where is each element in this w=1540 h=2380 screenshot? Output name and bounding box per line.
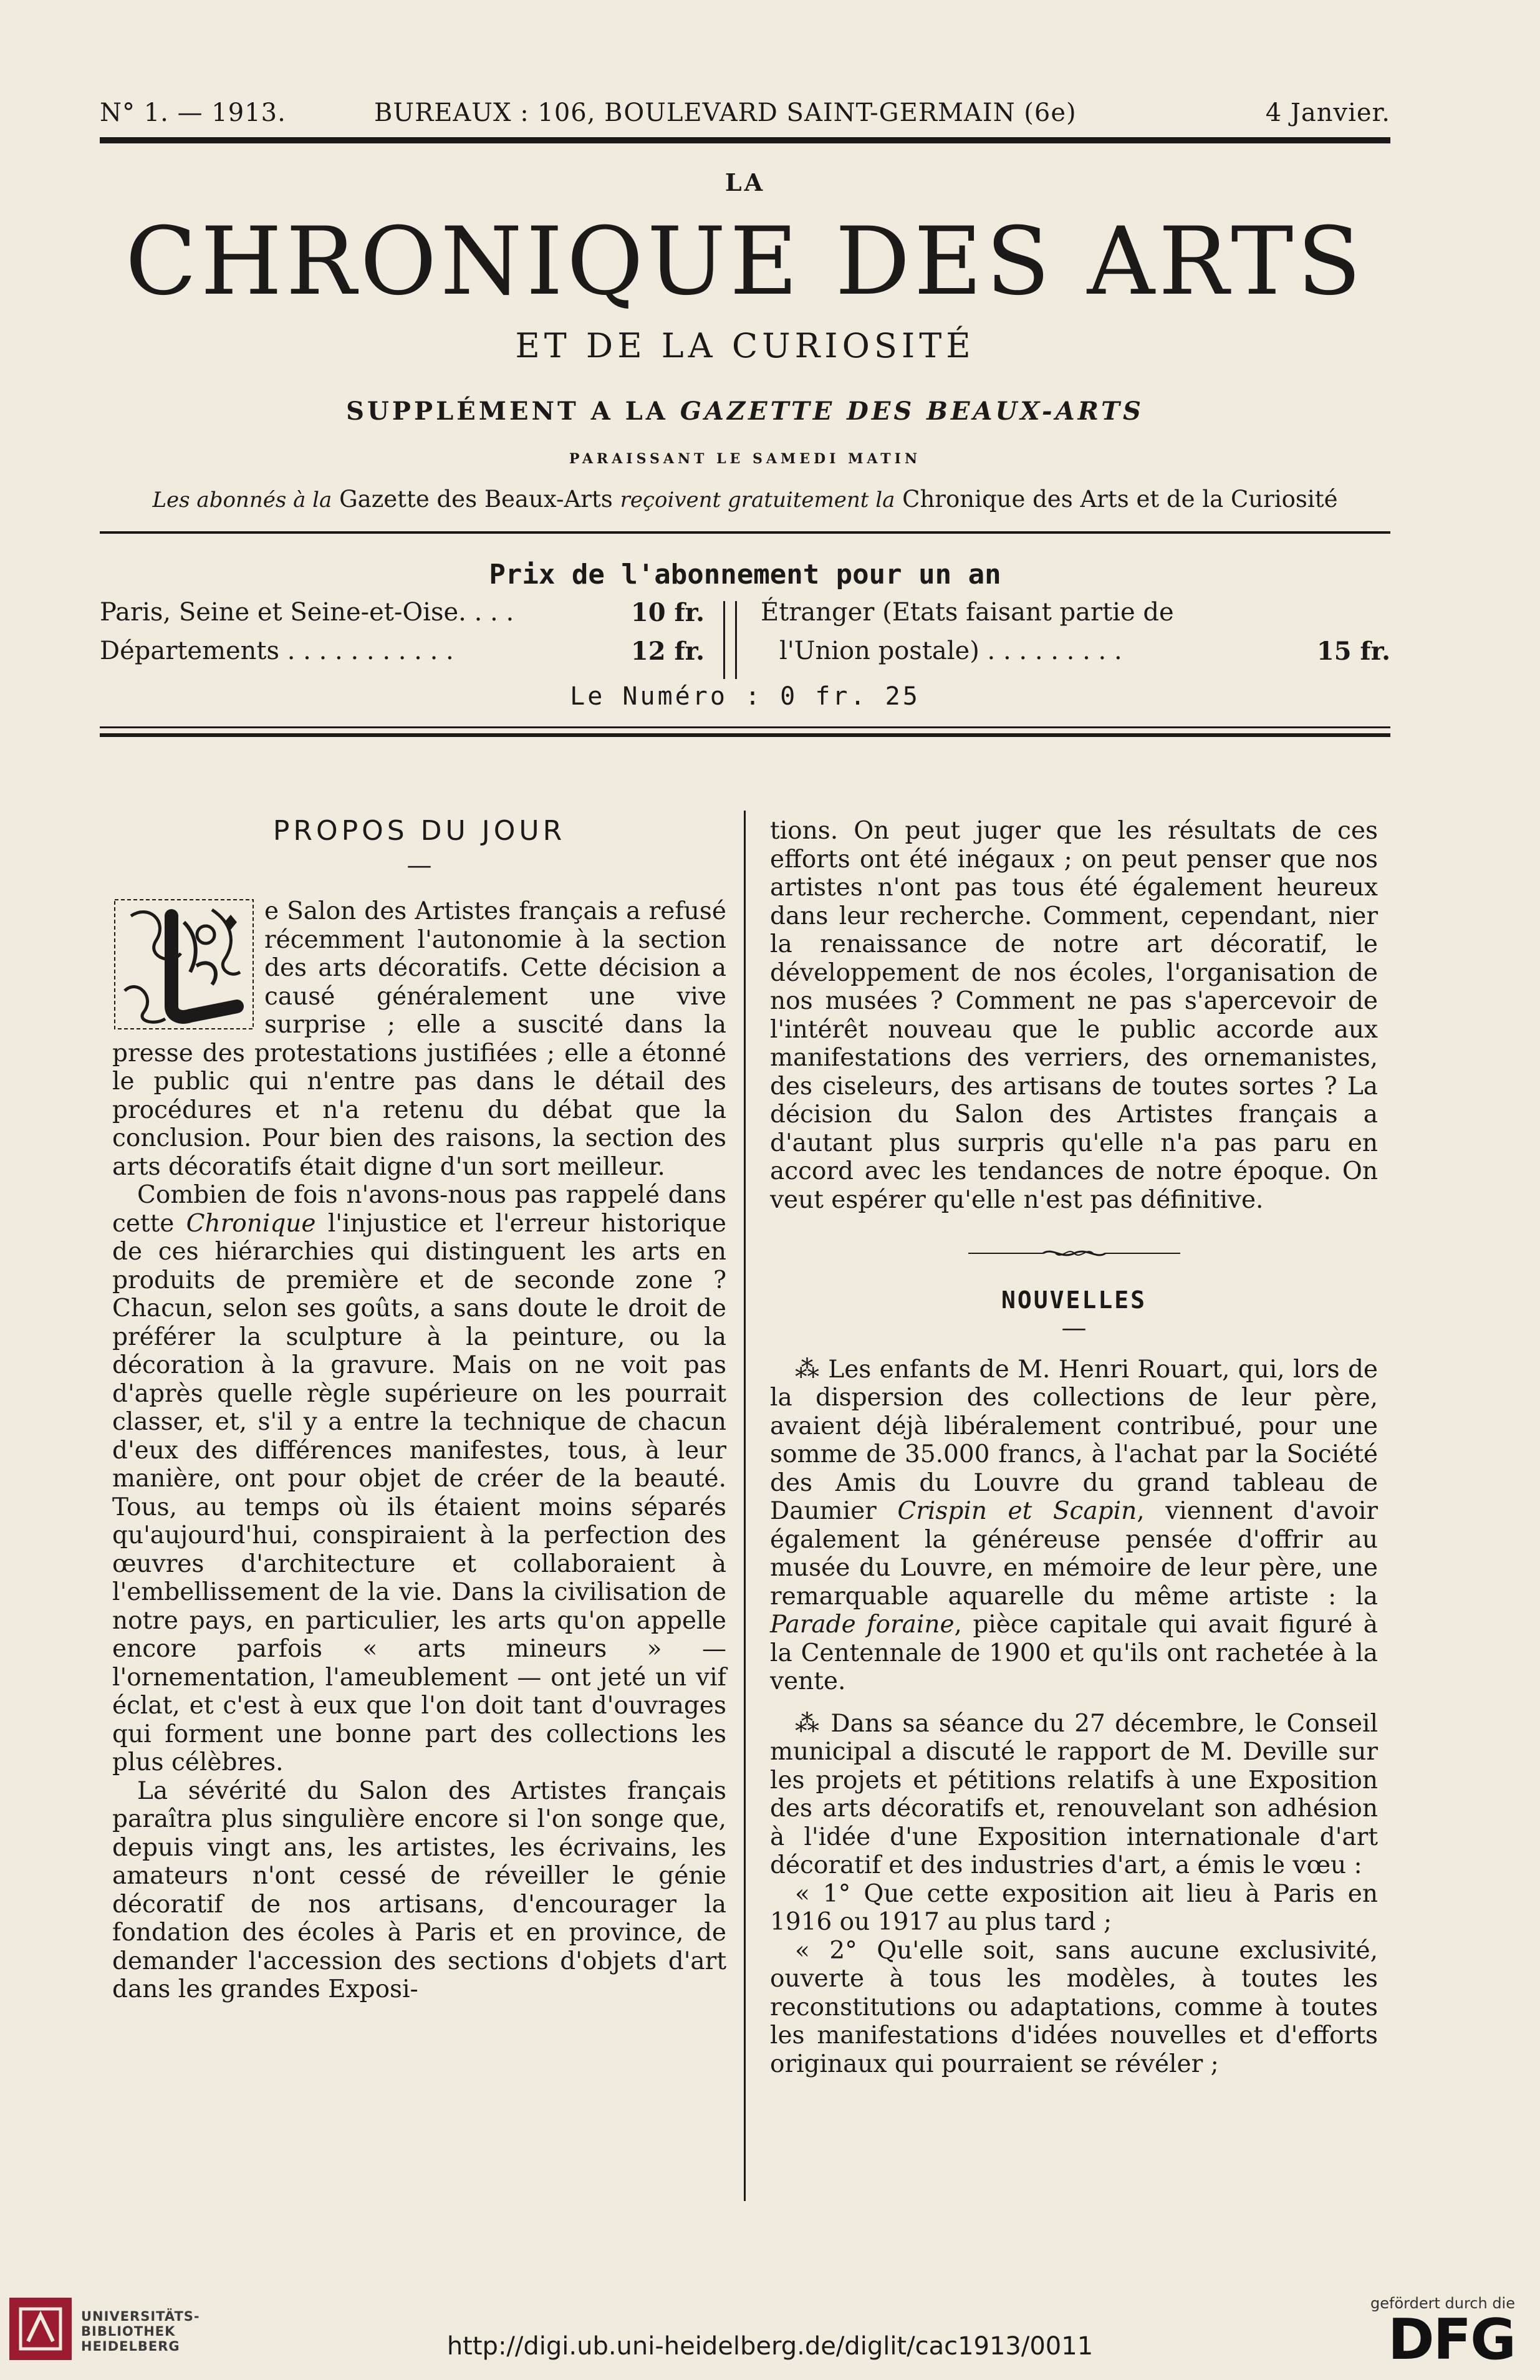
- gefoerdert-label: gefördert durch die: [1370, 2295, 1515, 2312]
- right-column: [770, 817, 1378, 2078]
- nouvelles-item-3: « 1° Que cette exposition ait lieu à Paris en 1916 ou 1917 au plus tard ;: [770, 1879, 1378, 1936]
- prix-paris-row: [100, 598, 705, 637]
- abonnes-line: [100, 486, 1390, 513]
- prix-etranger-row-2: [761, 637, 1390, 675]
- masthead-rule: [100, 531, 1390, 534]
- numero-price: Le Numéro : 0 fr. 25: [570, 682, 920, 711]
- prix-etranger-value: 15 fr.: [1316, 637, 1390, 666]
- supplement-prefix: SUPPLÉMENT A LA: [346, 397, 668, 426]
- propos-title: PROPOS DU JOUR: [272, 815, 566, 847]
- nouvelles-item-2: ⁂ Dans sa séance du 27 décembre, le Conseil municipal a discuté le rapport de M. Deville sur les projets et pétitions relatifs à une Exposition des arts décoratifs et, renouvelant son adhésion à l'idée d'une Exposition internationale d'art décoratif et des industries d'art, a émis le vœu :: [770, 1709, 1378, 1879]
- prix-etranger-label-1: Étranger (Etats faisant partie de: [761, 598, 1174, 627]
- propos-paragraph-1: e Salon des Artistes français a refusé récemment l'autonomie à la section des arts décoratifs. Cette décision a causé généralement une vive surprise ; elle a suscité dans la presse des protestations justifiées ; elle a étonné le public qui n'entre pas dans le détail des procédures et n'a retenu du débat que la conclusion. Pour bien des raisons, la section des arts décoratifs était digne d'un sort meilleur.: [112, 897, 726, 1181]
- price-rule-thin: [100, 726, 1390, 728]
- propos-paragraph-continued: tions. On peut juger que les résultats de ces efforts ont été inégaux ; on peut penser que nos artistes n'ont pas tous été également heureux dans leur recherche. Comment, cependant, nier la renaissance de notre art décoratif, le développement de nos écoles, l'organisation de nos musées ? Comment ne pas s'apercevoir de l'intérêt nouveau que le public accorde aux manifestations des verriers, des ornemanistes, des ciseleurs, des artisans de toutes sortes ? La décision du Salon des Artistes français a d'autant plus surpris qu'elle n'a pas paru en accord avec les tendances de notre époque. On veut espérer qu'elle n'est pas définitive.: [770, 817, 1378, 1214]
- prix-etranger-row-1: [761, 598, 1390, 637]
- column-separator: [744, 811, 746, 2201]
- digitization-footer: [0, 2282, 1540, 2380]
- nouvelles-dash: —: [1061, 1314, 1087, 1342]
- prix-departements-label: Départements . . . . . . . . . . .: [100, 637, 454, 665]
- header-rule: [100, 137, 1390, 143]
- nouvelles-item-1: ⁂ Les enfants de M. Henri Rouart, qui, lors de la dispersion des collections de leur père, avaient déjà libéralement contribué, pour une somme de 35.000 francs, à l'achat par la Société des Amis du Louvre du grand tableau de Daumier Crispin et Scapin, viennent d'avoir également la généreuse pensée d'offrir au musée du Louvre, en mémoire de leur père, une remarquable aquarelle du même artiste : la Parade foraine, pièce capitale qui avait figuré à la Centennale de 1900 et qu'ils ont rachetée à la vente.: [770, 1355, 1378, 1695]
- dfg-logo[interactable]: [1370, 2295, 1515, 2373]
- abonnes-italic-2: reçoivent gratuitement la: [620, 488, 895, 513]
- supplement-gazette: GAZETTE DES BEAUX-ARTS: [680, 397, 1144, 426]
- issue-date: 4 Janvier.: [1265, 99, 1390, 127]
- paraissant-line: PARAISSANT LE SAMEDI MATIN: [569, 451, 922, 467]
- newspaper-page: [100, 94, 1390, 2078]
- ornamental-initial-l-icon: [112, 897, 256, 1031]
- prix-departements-value: 12 fr.: [630, 637, 705, 666]
- supplement-line: [100, 397, 1390, 426]
- prix-departements-row: [100, 637, 705, 675]
- source-url-link[interactable]: http://digi.ub.uni-heidelberg.de/diglit/cac1913/0011: [446, 2332, 1094, 2361]
- masthead-title: CHRONIQUE DES ARTS: [125, 208, 1365, 316]
- issue-number: N° 1. — 1913.: [100, 99, 286, 127]
- propos-paragraph-2: Combien de fois n'avons-nous pas rappelé dans cette Chronique l'injustice et l'erreur historique de ces hiérarchies qui distinguent les arts en produits de première et de seconde zone ? Chacun, selon ses goûts, a sans doute le droit de préférer la sculpture à la peinture, ou la décoration à la gravure. Mais on ne voit pas d'après quelle règle supérieure on les pourrait classer, et, s'il y a entre la technique de chacun d'eux des différences manifestes, tous, à leur manière, ont pour objet de créer de la beauté. Tous, au temps où ils étaient moins séparés qu'aujourd'hui, conspiraient à la perfection des œuvres d'architecture et collaboraient à l'embellissement de la vie. Dans la civilisation de notre pays, en particulier, les arts qu'on appelle encore parfois « arts mineurs » — l'ornementation, l'ameublement — ont jeté un vif éclat, et c'est à eux que l'on doit tant d'ouvrages qui forment une bonne part des collections les plus célèbres.: [112, 1181, 726, 1776]
- library-name: UNIVERSITÄTS- BIBLIOTHEK HEIDELBERG: [81, 2309, 200, 2354]
- prix-title: Prix de l'abonnement pour un an: [489, 559, 1001, 590]
- masthead-subtitle: ET DE LA CURIOSITÉ: [515, 326, 975, 365]
- prix-paris-value: 10 fr.: [630, 598, 705, 627]
- section-ornament-icon: [770, 1239, 1378, 1268]
- price-rule-thick: [100, 733, 1390, 737]
- nouvelles-item-4: « 2° Qu'elle soit, sans aucune exclusivité, ouverte à tous les modèles, à toutes les reconstitutions ou adaptations, comme à toutes les manifestations d'idées nouvelles et d'efforts originaux qui pourraient se révéler ;: [770, 1936, 1378, 2078]
- dfg-wordmark: DFG: [1387, 2307, 1515, 2373]
- bureaux-address: BUREAUX : 106, BOULEVARD SAINT-GERMAIN (6e): [374, 99, 1077, 127]
- nouvelles-title: NOUVELLES: [1001, 1286, 1147, 1314]
- abonnes-chronique: Chronique des Arts et de la Curiosité: [902, 486, 1338, 513]
- abonnes-italic-1: Les abonnés à la: [152, 488, 332, 513]
- propos-first-paragraph: [112, 897, 726, 1181]
- masthead-la: LA: [724, 168, 766, 196]
- prix-paris-label: Paris, Seine et Seine-et-Oise. . . .: [100, 598, 514, 627]
- top-header-line: [100, 94, 1390, 137]
- propos-dash: —: [407, 850, 432, 880]
- propos-paragraph-3: La sévérité du Salon des Artistes français paraîtra plus singulière encore si l'on songe que, depuis vingt ans, les artistes, les écrivains, les amateurs n'ont cessé de réveiller le génie décoratif de nos artisans, d'encourager la fondation des écoles à Paris et en province, de demander l'accession des sections d'objets d'art dans les grandes Exposi-: [112, 1776, 726, 2003]
- prix-etranger-label-2: l'Union postale) . . . . . . . . .: [779, 637, 1122, 665]
- abonnes-gazette: Gazette des Beaux-Arts: [339, 486, 613, 513]
- left-column: [112, 817, 726, 2004]
- prix-separator: [723, 601, 737, 679]
- prix-table: [100, 598, 1390, 679]
